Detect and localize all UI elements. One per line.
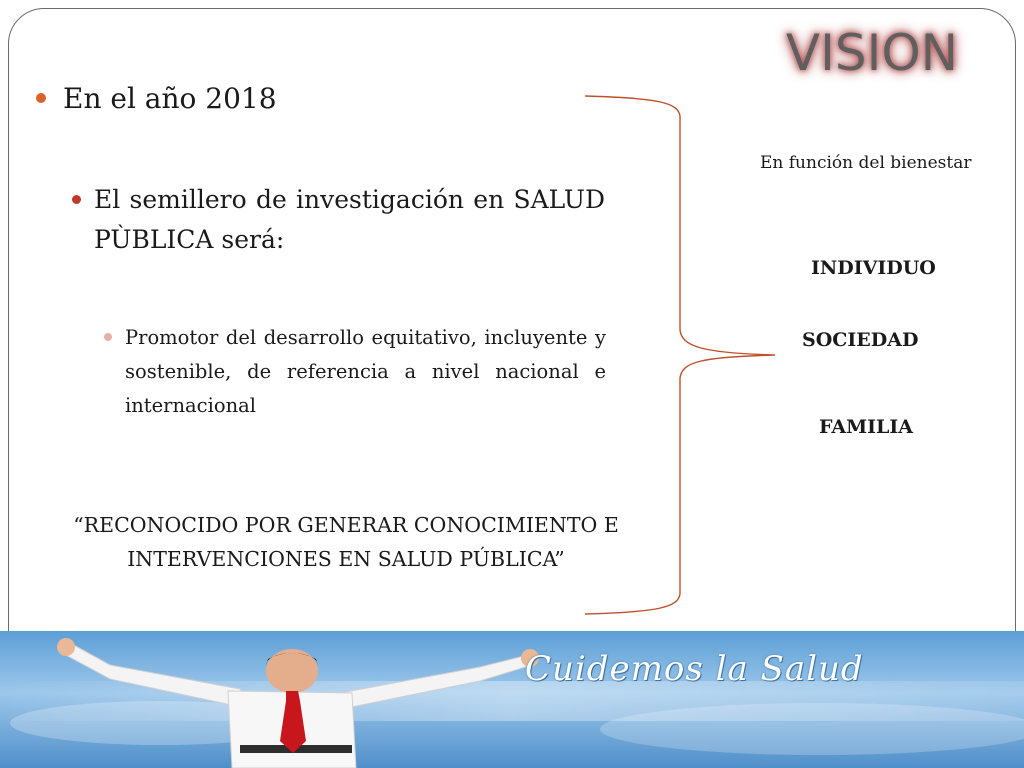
aside-text: En función del bienestar <box>760 153 972 173</box>
banner-slogan: Cuidemos la Salud <box>525 649 864 689</box>
bullet-level2-text: El semillero de investigación en SALUD PÙBLICA será: <box>94 185 605 254</box>
focus-item-individuo: INDIVIDUO <box>811 257 936 279</box>
focus-item-sociedad: SOCIEDAD <box>802 329 919 351</box>
focus-item-familia: FAMILIA <box>819 416 914 438</box>
bullet-level3-text: Promotor del desarrollo equitativo, incluyente y sostenible, de referencia a nivel nacional e internacional <box>125 326 606 417</box>
man-arms-raised-illustration <box>0 631 1024 768</box>
health-banner <box>0 631 1024 768</box>
bullet-level1-text: En el año 2018 <box>63 82 277 115</box>
vision-quote: “RECONOCIDO POR GENERAR CONOCIMIENTO E INTERVENCIONES EN SALUD PÚBLICA” <box>73 513 619 571</box>
slide-title: VISION <box>785 24 959 82</box>
